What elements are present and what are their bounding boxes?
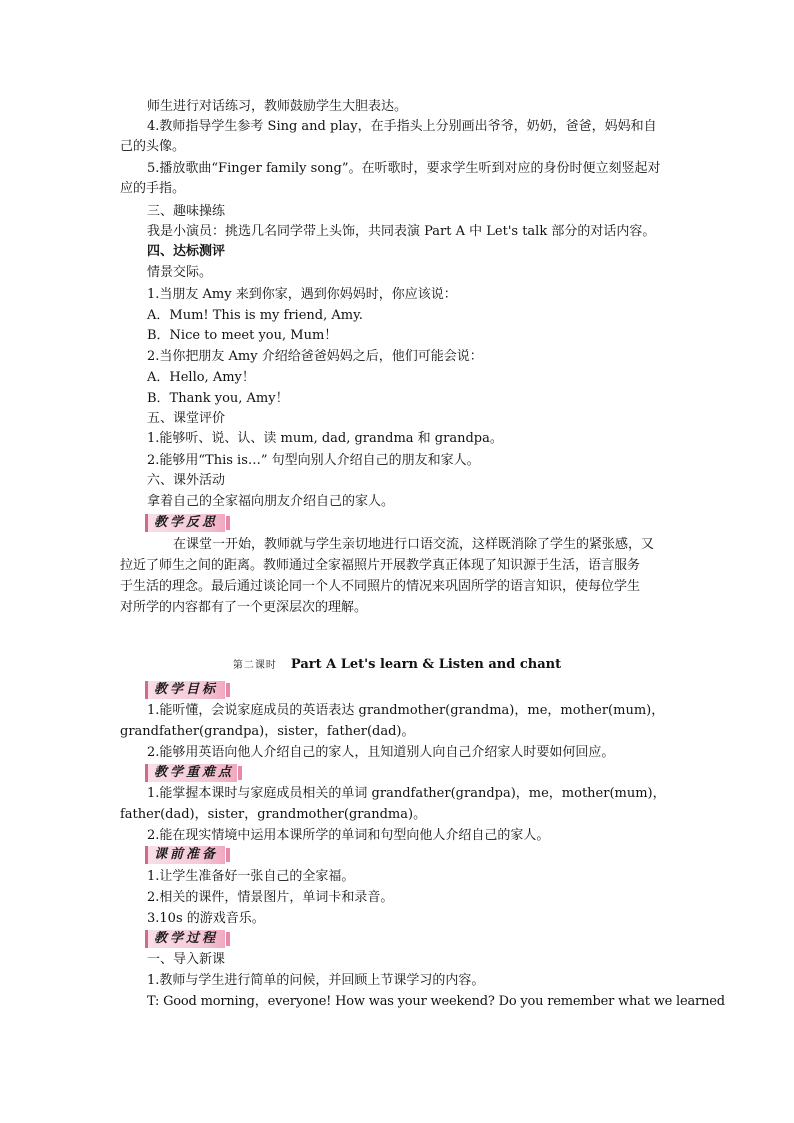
paragraph-line: 拉近了师生之间的距离。教师通过全家福照片开展教学真正体现了知识源于生活，语言服务: [120, 558, 641, 573]
reflection-badge: 教学反思: [145, 514, 225, 532]
paragraph-line: 1.能掌握本课时与家庭成员相关的单词 grandfather(grandpa)，me，mother(mum)，: [147, 786, 666, 801]
paragraph-line: 2.能够用“This is…” 句型向别人介绍自己的朋友和家人。: [147, 453, 480, 468]
answer-option: B．Nice to meet you, Mum！: [147, 328, 338, 343]
lesson-name: Part A Let's learn & Listen and chant: [290, 657, 562, 672]
lesson-number: 第二课时: [232, 660, 277, 671]
section-heading: 三、趣味操练: [147, 204, 226, 219]
paragraph-line: 情景交际。: [147, 265, 213, 280]
goals-badge: 教学目标: [145, 681, 225, 699]
preparation-badge: 课前准备: [145, 846, 225, 864]
key-points-badge: 教学重难点: [145, 764, 237, 782]
paragraph-line: 在课堂一开始，教师就与学生亲切地进行口语交流，这样既消除了学生的紧张感，又: [173, 537, 655, 552]
paragraph-line: 1.让学生准备好一张自己的全家福。: [147, 869, 355, 884]
paragraph-line: 2.能在现实情境中运用本课所学的单词和句型向他人介绍自己的家人。: [147, 828, 550, 843]
paragraph-line: 1.教师与学生进行简单的问候，并回顾上节课学习的内容。: [147, 973, 485, 988]
question-line: 2.当你把朋友 Amy 介绍给爸爸妈妈之后，他们可能会说：: [147, 349, 483, 364]
paragraph-line: 4.教师指导学生参考 Sing and play，在手指头上分别画出爷爷，奶奶，爸爸，妈妈和自: [147, 119, 657, 134]
answer-option: A．Mum! This is my friend, Amy.: [147, 308, 363, 323]
section-heading: 五、课堂评价: [147, 411, 226, 426]
paragraph-line: 5.播放歌曲“Finger family song”。在听歌时，要求学生听到对应的身份时便立刻竖起对: [147, 161, 661, 176]
section-heading: 六、课外活动: [147, 473, 226, 488]
section-heading: 一、导入新课: [147, 952, 226, 967]
process-badge: 教学过程: [145, 930, 225, 948]
lesson-title: [0, 656, 794, 672]
paragraph-line: 于生活的理念。最后通过谈论同一个人不同照片的情况来巩固所学的语言知识，使每位学生: [120, 579, 641, 594]
paragraph-line: 3.10s 的游戏音乐。: [147, 911, 265, 926]
paragraph-line: father(dad)，sister，grandmother(grandma)。: [120, 807, 427, 822]
answer-option: B．Thank you, Amy！: [147, 391, 289, 406]
paragraph-line: 2.相关的课件，情景图片，单词卡和录音。: [147, 890, 394, 905]
paragraph-line: 1.能听懂，会说家庭成员的英语表达 grandmother(grandma)，me，mother(mum)，: [147, 703, 665, 718]
section-heading: 四、达标测评: [147, 244, 226, 259]
paragraph-line: T: Good morning，everyone! How was your weekend? Do you remember what we learned: [147, 994, 725, 1009]
paragraph-line: grandfather(grandpa)，sister，father(dad)。: [120, 724, 415, 739]
question-line: 1.当朋友 Amy 来到你家，遇到你妈妈时，你应该说：: [147, 287, 457, 302]
answer-option: A．Hello, Amy！: [147, 370, 255, 385]
paragraph-line: 1.能够听、说、认、读 mum, dad, grandma 和 grandpa。: [147, 431, 503, 446]
paragraph-line: 应的手指。: [120, 181, 186, 196]
paragraph-line: 拿着自己的全家福向朋友介绍自己的家人。: [147, 494, 395, 509]
paragraph-line: 己的头像。: [120, 139, 186, 154]
paragraph-line: 对所学的内容都有了一个更深层次的理解。: [120, 600, 368, 615]
paragraph-line: 我是小演员：挑选几名同学带上头饰，共同表演 Part A 中 Let's talk 部分的对话内容。: [147, 224, 656, 239]
paragraph-line: 2.能够用英语向他人介绍自己的家人，且知道别人向自己介绍家人时要如何回应。: [147, 745, 615, 760]
paragraph-line: 师生进行对话练习，教师鼓励学生大胆表达。: [147, 99, 408, 114]
